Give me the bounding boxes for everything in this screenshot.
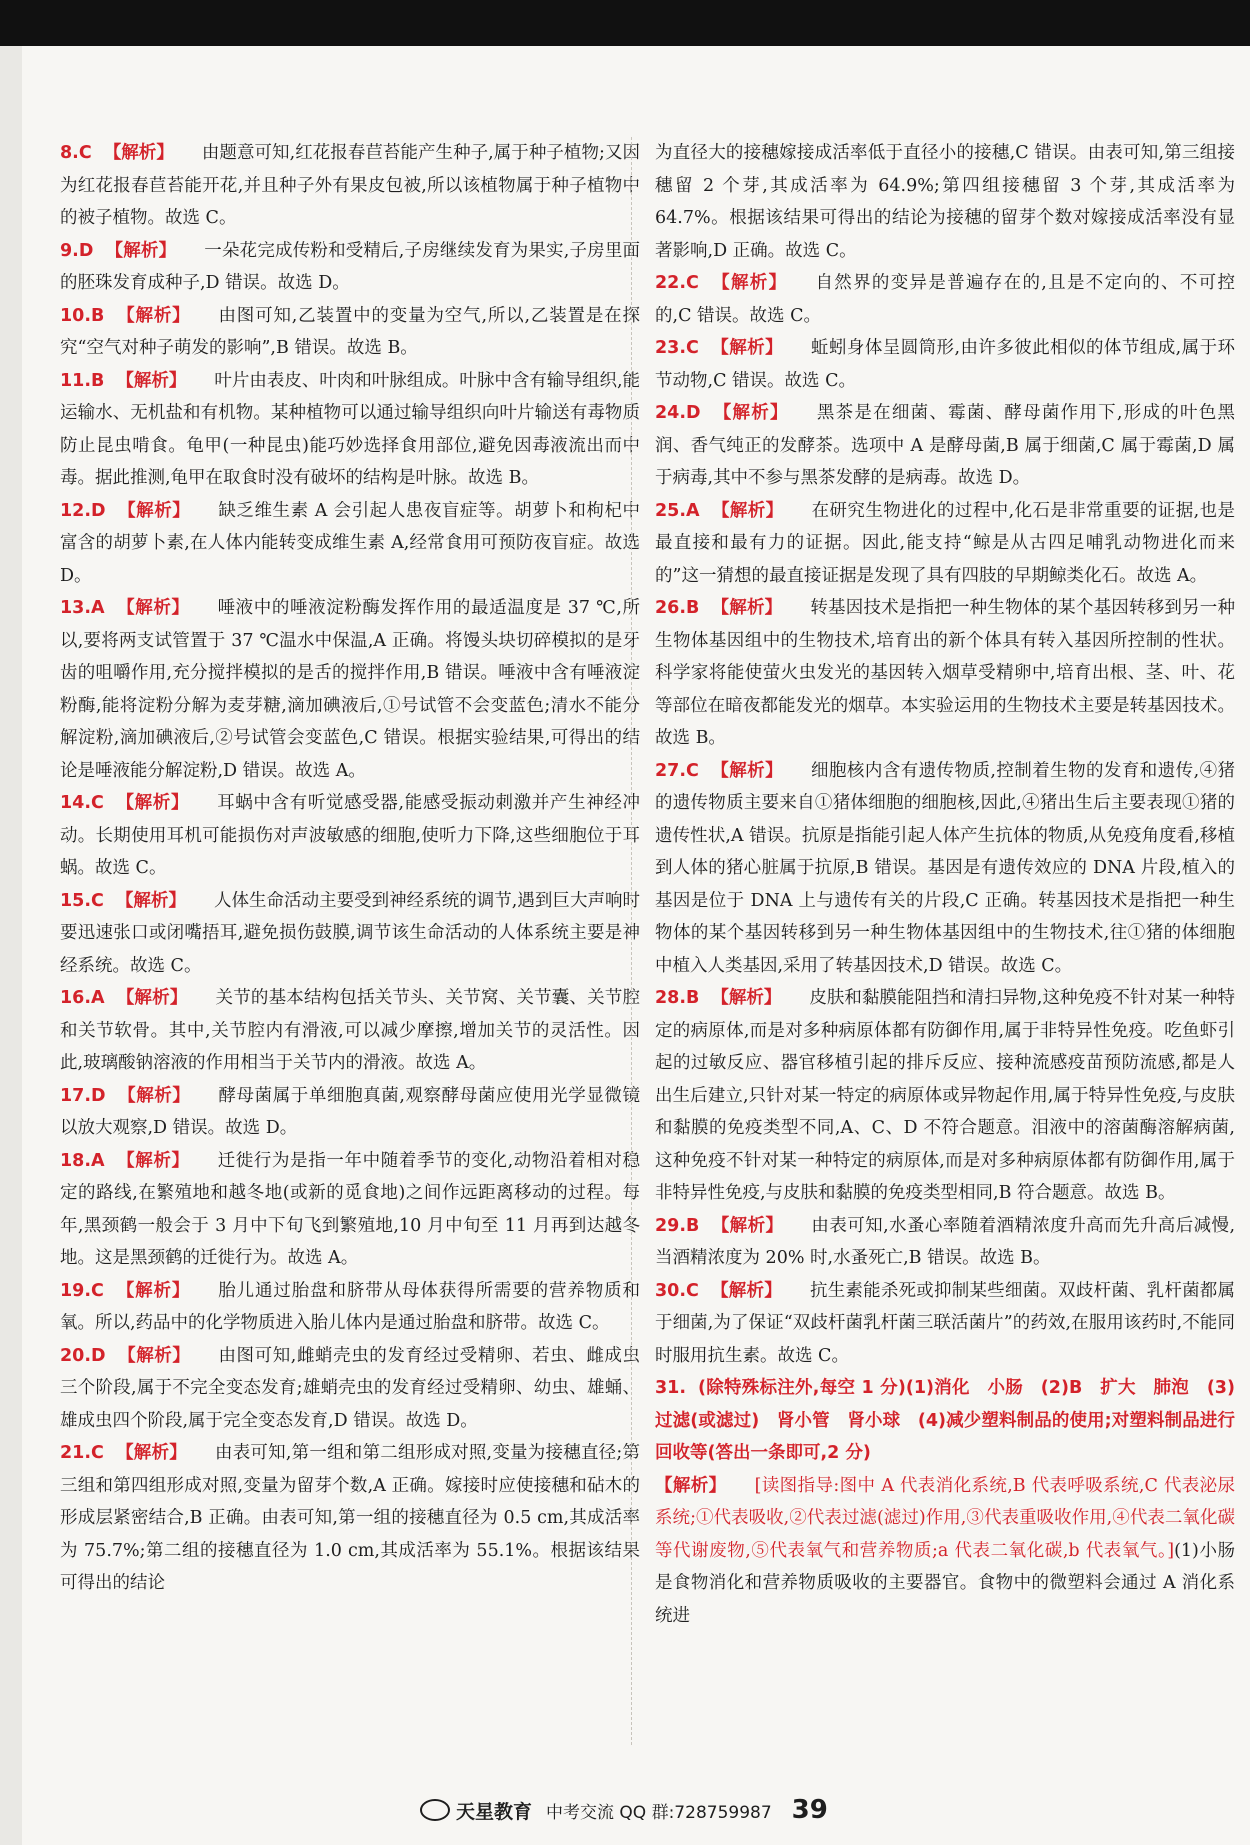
question-number: 16.A	[60, 988, 105, 1008]
analysis-text: 在研究生物进化的过程中,化石是非常重要的证据,也是最直接和最有力的证据。因此,能支持“鲸是从古四足哺乳动物进化而来的”这一猜想的最直接证据是发现了具有四肢的早期鲸类化石。故选 A。	[655, 500, 1236, 586]
answer-31-keys: (除特殊标注外,每空 1 分)(1)消化 小肠 (2)B 扩大 肺泡 (3)过滤(或滤过) 肾小管 肾小球 (4)减少塑料制品的使用;对塑料制品进行回收等(答出一条即可,2 分)	[655, 1378, 1235, 1463]
analysis-text: 抗生素能杀死或抑制某些细菌。双歧杆菌、乳杆菌都属于细菌,为了保证“双歧杆菌乳杆菌三联活菌片”的药效,在服用该药时,不能同时服用抗生素。故选 C。	[655, 1280, 1236, 1366]
answer-entry	[655, 495, 1235, 593]
brand-logo-icon	[420, 1799, 450, 1821]
answer-entry	[60, 885, 640, 983]
analysis-tag: 【解析】	[115, 1443, 187, 1463]
answer-entry	[60, 592, 640, 787]
analysis-tag: 【解析】	[710, 338, 784, 358]
analysis-tag: 【解析】	[711, 500, 784, 521]
analysis-tag: 【解析】	[117, 1345, 191, 1366]
question-number: 26.B	[655, 598, 700, 618]
analysis-text: 由表可知,第一组和第二组形成对照,变量为接穗直径;第三组和第四组形成对照,变量为留芽个数,A 正确。嫁接时应使接穗和砧木的形成层紧密结合,B 正确。由表可知,第一组的接穗直径为 0.5 cm,其成活率为 75.7%;第二组的接穗直径为 1.0 cm,其成活率为 55.1%。根据该结果可得出的结论	[60, 1443, 640, 1593]
analysis-tag: 【解析】	[711, 988, 782, 1008]
analysis-tag: 【解析】	[103, 143, 174, 163]
answer-entry	[655, 755, 1235, 983]
answer-entry	[60, 1437, 640, 1600]
scan-side-edge	[0, 46, 22, 1845]
answer-entry	[60, 787, 640, 885]
analysis-text: 一朵花完成传粉和受精后,子房继续发育为果实,子房里面的胚珠发育成种子,D 错误。故选 D。	[60, 240, 641, 293]
analysis-tag: 【解析】	[105, 240, 177, 261]
analysis-31-text: (1)小肠是食物消化和营养物质吸收的主要器官。食物中的微塑料会通过 A 消化系统进	[655, 1540, 1236, 1626]
analysis-tag: 【解析】	[710, 760, 784, 781]
answer-entry	[655, 267, 1235, 332]
analysis-text: 缺乏维生素 A 会引起人患夜盲症等。胡萝卜和枸杞中富含的胡萝卜素,在人体内能转变成维生素 A,经常食用可预防夜盲症。故选 D。	[60, 500, 641, 586]
brand-name: 天星教育	[456, 1800, 533, 1823]
analysis-text: 酵母菌属于单细胞真菌,观察酵母菌应使用光学显微镜以放大观察,D 错误。故选 D。	[60, 1085, 641, 1138]
analysis-tag: 【解析】	[116, 305, 191, 326]
right-column	[655, 137, 1235, 1632]
scan-top-border	[0, 0, 1250, 46]
answer-entry	[655, 137, 1235, 267]
answer-entry	[60, 1340, 640, 1438]
question-number: 12.D	[60, 500, 106, 521]
question-number: 11.B	[60, 370, 105, 391]
analysis-tag: 【解析】	[115, 1280, 191, 1301]
question-number: 18.A	[60, 1150, 105, 1171]
analysis-text: 叶片由表皮、叶肉和叶脉组成。叶脉中含有输导组织,能运输水、无机盐和有机物。某种植物可以通过输导组织向叶片输送有毒物质防止昆虫啃食。龟甲(一种昆虫)能巧妙选择食用部位,避免因毒液流出而中毒。据此推测,龟甲在取食时没有破坏的结构是叶脉。故选 B。	[60, 370, 641, 488]
analysis-text: 为直径大的接穗嫁接成活率低于直径小的接穗,C 错误。由表可知,第三组接穗留 2 个芽,其成活率为 64.9%;第四组接穗留 3 个芽,其成活率为 64.7%。根据该结果可得出的结论为接穗的留芽个数对嫁接成活率没有显著影响,D 正确。故选 C。	[655, 143, 1235, 261]
qq-group: 中考交流 QQ 群:728759987	[546, 1802, 772, 1823]
question-number: 31.	[655, 1378, 687, 1398]
analysis-text: 人体生命活动主要受到神经系统的调节,遇到巨大声响时要迅速张口或闭嘴捂耳,避免损伤鼓膜,调节该生命活动的人体系统主要是神经系统。故选 C。	[60, 890, 641, 976]
question-number: 9.D	[60, 240, 94, 261]
answer-entry	[60, 300, 640, 365]
analysis-text: 关节的基本结构包括关节头、关节窝、关节囊、关节腔和关节软骨。其中,关节腔内有滑液,可以减少摩擦,增加关节的灵活性。因此,玻璃酸钠溶液的作用相当于关节内的滑液。故选 A。	[60, 988, 641, 1073]
question-number: 8.C	[60, 143, 92, 163]
answer-entry	[60, 1275, 640, 1340]
answer-entry	[655, 982, 1235, 1210]
answer-entry	[60, 982, 640, 1080]
analysis-tag: 【解析】	[116, 598, 190, 618]
analysis-text: 自然界的变异是普遍存在的,且是不定向的、不可控的,C 错误。故选 C。	[655, 273, 1236, 326]
question-number: 13.A	[60, 598, 105, 618]
analysis-text: 由表可知,水蚤心率随着酒精浓度升高而先升高后减慢,当酒精浓度为 20% 时,水蚤死亡,B 错误。故选 B。	[655, 1215, 1236, 1268]
analysis-text: 由题意可知,红花报春苣苔能产生种子,属于种子植物;又因为红花报春苣苔能开花,并且种子外有果皮包被,所以该植物属于种子植物中的被子植物。故选 C。	[60, 143, 640, 228]
analysis-text: 耳蜗中含有听觉感受器,能感受振动刺激并产生神经冲动。长期使用耳机可能损伤对声波敏感的细胞,使听力下降,这些细胞位于耳蜗。故选 C。	[60, 793, 641, 878]
page-footer	[0, 1795, 1250, 1835]
analysis-tag: 【解析】	[710, 273, 788, 293]
analysis-tag: 【解析】	[117, 500, 191, 521]
question-number: 23.C	[655, 338, 699, 358]
question-number: 27.C	[655, 760, 699, 781]
question-number: 19.C	[60, 1280, 104, 1301]
page-number: 39	[791, 1795, 828, 1825]
analysis-tag: 【解析】	[115, 890, 186, 911]
right-entries	[655, 137, 1235, 1372]
answer-entry	[655, 332, 1235, 397]
analysis-text: 由图可知,乙装置中的变量为空气,所以,乙装置是在探究“空气对种子萌发的影响”,B 错误。故选 B。	[60, 305, 641, 358]
analysis-tag: 【解析】	[710, 1280, 782, 1301]
answer-entry	[60, 495, 640, 593]
analysis-tag: 【解析】	[655, 1475, 727, 1496]
answer-entry	[60, 1080, 640, 1145]
answer-entry	[655, 1210, 1235, 1275]
answer-entry	[655, 1275, 1235, 1373]
question-number: 14.C	[60, 793, 104, 813]
analysis-text: 皮肤和黏膜能阻挡和清扫异物,这种免疫不针对某一种特定的病原体,而是对多种病原体都有防御作用,属于非特异性免疫。吃鱼虾引起的过敏反应、器官移植引起的排斥反应、接种流感疫苗预防流感,都是人出生后建立,只针对某一特定的病原体或异物起作用,属于特异性免疫,与皮肤和黏膜的免疫类型不同,A、C、D 不符合题意。泪液中的溶菌酶溶解病菌,这种免疫不针对某一种特定的病原体,而是对多种病原体都有防御作用,属于非特异性免疫,与皮肤和黏膜的免疫类型相同,B 符合题意。故选 B。	[655, 988, 1236, 1203]
answer-entry	[60, 235, 640, 300]
analysis-tag: 【解析】	[116, 988, 188, 1008]
question-number: 30.C	[655, 1280, 699, 1301]
analysis-tag: 【解析】	[117, 1085, 191, 1106]
analysis-text: 胎儿通过胎盘和脐带从母体获得所需要的营养物质和氧。所以,药品中的化学物质进入胎儿体内是通过胎盘和脐带。故选 C。	[60, 1280, 641, 1333]
column-divider	[631, 137, 632, 1745]
reading-guide: [读图指导:图中 A 代表消化系统,B 代表呼吸系统,C 代表泌尿系统;①代表吸收,②代表过滤(滤过)作用,③代表重吸收作用,④代表二氧化碳等代谢废物,⑤代表氧气和营养物质;a 代表二氧化碳,b 代表氧气。]	[655, 1475, 1236, 1561]
question-number: 15.C	[60, 890, 104, 911]
answer-31	[655, 1372, 1235, 1470]
analysis-tag: 【解析】	[711, 598, 783, 618]
analysis-tag: 【解析】	[116, 370, 187, 391]
question-number: 29.B	[655, 1215, 700, 1236]
question-number: 21.C	[60, 1443, 104, 1463]
analysis-text: 唾液中的唾液淀粉酶发挥作用的最适温度是 37 ℃,所以,要将两支试管置于 37 ℃温水中保温,A 正确。将馒头块切碎模拟的是牙齿的咀嚼作用,充分搅拌模拟的是舌的搅拌作用,B 错误。唾液中含有唾液淀粉酶,能将淀粉分解为麦芽糖,滴加碘液后,①号试管不会变蓝色;清水不能分解淀粉,滴加碘液后,②号试管会变蓝色,C 错误。根据实验结果,可得出的结论是唾液能分解淀粉,D 错误。故选 A。	[60, 598, 641, 781]
question-number: 28.B	[655, 988, 700, 1008]
analysis-text: 细胞核内含有遗传物质,控制着生物的发育和遗传,④猪的遗传物质主要来自①猪体细胞的细胞核,因此,④猪出生后主要表现①猪的遗传性状,A 错误。抗原是指能引起人体产生抗体的物质,从免疫角度看,移植到人体的猪心脏属于抗原,B 错误。基因是有遗传效应的 DNA 片段,植入的基因是位于 DNA 上与遗传有关的片段,C 正确。转基因技术是指把一种生物体的某个基因转移到另一种生物体基因组中的生物技术,往①猪的体细胞中植入人类基因,采用了转基因技术,D 错误。故选 C。	[655, 760, 1236, 976]
footer-brand	[420, 1795, 828, 1825]
answer-entry	[655, 397, 1235, 495]
analysis-text: 蚯蚓身体呈圆筒形,由许多彼此相似的体节组成,属于环节动物,C 错误。故选 C。	[655, 338, 1236, 391]
analysis-text: 黑茶是在细菌、霉菌、酵母菌作用下,形成的叶色黑润、香气纯正的发酵茶。选项中 A 是酵母菌,B 属于细菌,C 属于霉菌,D 属于病毒,其中不参与黑茶发酵的是病毒。故选 D。	[655, 403, 1236, 488]
question-number: 22.C	[655, 273, 699, 293]
analysis-text: 转基因技术是指把一种生物体的某个基因转移到另一种生物体基因组中的生物技术,培育出的新个体具有转入基因所控制的性状。科学家将能使萤火虫发光的基因转入烟草受精卵中,培育出根、茎、叶、花等部位在暗夜都能发光的烟草。本实验运用的生物技术主要是转基因技术。故选 B。	[655, 598, 1236, 748]
question-number: 10.B	[60, 305, 105, 326]
answer-entry	[60, 137, 640, 235]
question-number: 25.A	[655, 500, 700, 521]
analysis-text: 由图可知,雌蛸壳虫的发育经过受精卵、若虫、雌成虫三个阶段,属于不完全变态发育;雄蛸壳虫的发育经过受精卵、幼虫、雄蛹、雄成虫四个阶段,属于完全变态发育,D 错误。故选 D。	[60, 1345, 641, 1431]
analysis-tag: 【解析】	[711, 1215, 784, 1236]
analysis-text: 迁徙行为是指一年中随着季节的变化,动物沿着相对稳定的路线,在繁殖地和越冬地(或新的觅食地)之间作远距离移动的过程。每年,黑颈鹤一般会于 3 月中下旬飞到繁殖地,10 月中旬至 11 月再到达越冬地。这是黑颈鹤的迁徙行为。故选 A。	[60, 1150, 641, 1268]
answer-entry	[60, 1145, 640, 1275]
analysis-tag: 【解析】	[115, 793, 190, 813]
left-column	[60, 137, 640, 1600]
answer-entry	[655, 592, 1235, 755]
analysis-31	[655, 1470, 1235, 1633]
analysis-tag: 【解析】	[712, 403, 789, 423]
analysis-tag: 【解析】	[116, 1150, 190, 1171]
question-number: 17.D	[60, 1085, 106, 1106]
answer-entry	[60, 365, 640, 495]
question-number: 20.D	[60, 1345, 106, 1366]
question-number: 24.D	[655, 403, 701, 423]
